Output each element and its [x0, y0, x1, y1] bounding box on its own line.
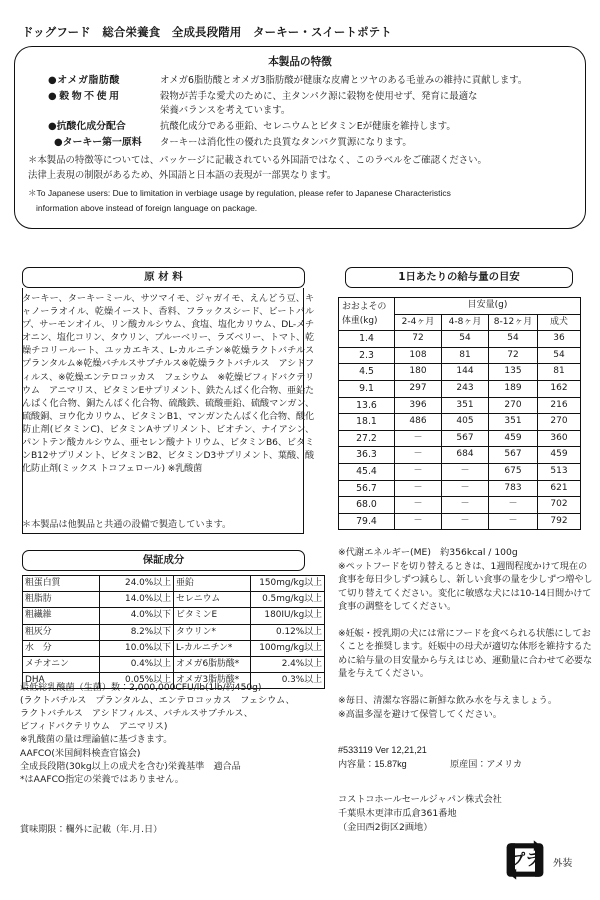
cell-amount: 0.3%以上	[251, 673, 325, 689]
feeding-col-8to12m: 8-12ヶ月	[489, 314, 538, 331]
ingredients-note: ＊本製品は他製品と共通の設備で製造しています。	[22, 520, 232, 530]
cell-value: －	[395, 513, 442, 530]
ingredients-heading: 原 材 料	[22, 267, 305, 288]
feeding-heading: 1日あたりの給与量の目安	[345, 267, 573, 288]
importer-company: コストコホールセールジャパン株式会社	[338, 794, 502, 805]
net-weight: 内容量：15.87kg	[338, 759, 407, 769]
table-row	[339, 497, 581, 514]
cell-value: 360	[538, 430, 581, 447]
cell-value: 54	[489, 331, 538, 348]
cell-amount: 10.0%以下	[100, 640, 174, 656]
cell-value: 351	[489, 414, 538, 431]
table-row	[339, 380, 581, 397]
cell-value: －	[442, 513, 489, 530]
cell-value: 189	[489, 380, 538, 397]
table-row	[339, 447, 581, 464]
transition-note: ※ペットフードを切り替えるときは、1週間程度かけて現在の食事を毎日少しずつ減らし、新しい食事の量を少しずつ増やして切り替えてください。変化に敏感な犬には10-14日間かけて食事の調整をしてください。	[338, 561, 593, 613]
cell-value: 513	[538, 463, 581, 480]
cell-value: 243	[442, 380, 489, 397]
cell-value: －	[442, 463, 489, 480]
feature-label: ●ターキー第一原料	[54, 137, 142, 148]
cell-value: －	[395, 447, 442, 464]
cell-value: 162	[538, 380, 581, 397]
feeding-col-4to8m: 4-8ヶ月	[442, 314, 489, 331]
cell-value: 81	[442, 347, 489, 364]
table-row	[339, 480, 581, 497]
cell-value: －	[489, 497, 538, 514]
cell-nutrient: オメガ6脂肪酸*	[174, 657, 251, 673]
cfu-line: 最低総乳酸菌（生菌）数：2,000,000CFU/lb(1lb/約450g)	[20, 683, 262, 693]
table-row	[339, 430, 581, 447]
feeding-amount-header: 目安量(g)	[395, 298, 581, 315]
cell-nutrient: 粗灰分	[23, 624, 100, 640]
cell-amount: 8.2%以下	[100, 624, 174, 640]
feature-label: ●オメガ脂肪酸	[48, 75, 120, 86]
aafco-line-3: *はAAFCO指定の栄養ではありません。	[20, 775, 184, 785]
feeding-table	[338, 297, 581, 530]
cell-value: 72	[489, 347, 538, 364]
pregnancy-note: ※妊娠・授乳期の犬には常にフードを食べられる状態にしておくことを推奨します。妊娠中の母犬が適切な体形を維持するために給与量の目安量から与えはじめ、運動量に合わせて必要な量を与えてください。	[338, 628, 593, 680]
table-row	[23, 608, 325, 624]
cell-weight: 56.7	[339, 480, 395, 497]
table-row	[23, 640, 325, 656]
table-row	[339, 513, 581, 530]
cell-weight: 1.4	[339, 331, 395, 348]
cell-value: 684	[442, 447, 489, 464]
note-english-2: information above instead of foreign language on package.	[36, 203, 258, 213]
importer-address-2: （金田西2街区2画地）	[338, 822, 433, 833]
feeding-table-body	[339, 331, 581, 530]
aafco-line-2: 全成長段階(30kg以上の成犬を含む)栄養基準 適合品	[20, 762, 241, 772]
cell-nutrient: DHA	[23, 673, 100, 689]
cell-value: 297	[395, 380, 442, 397]
cell-weight: 13.6	[339, 397, 395, 414]
feeding-col-2to4m: 2-4ヶ月	[395, 314, 442, 331]
energy-note: ※代謝エネルギー(ME) 約356kcal / 100g	[338, 547, 518, 558]
cell-amount: 180IU/kg以上	[251, 608, 325, 624]
feature-label: ●穀物不使用	[48, 91, 122, 102]
cell-nutrient: 粗脂肪	[23, 592, 100, 608]
note-japanese-2: 法律上表現の制限があるため、外国語と日本語の表現が一部異なります。	[28, 170, 337, 181]
cell-value: 81	[538, 364, 581, 381]
cell-weight: 45.4	[339, 463, 395, 480]
cell-value: 36	[538, 331, 581, 348]
cell-value: 405	[442, 414, 489, 431]
table-row	[23, 592, 325, 608]
page-title: ドッグフード 総合栄養食 全成長段階用 ターキー・スイートポテト	[22, 25, 392, 39]
cell-amount: 0.4%以上	[100, 657, 174, 673]
cell-value: －	[395, 430, 442, 447]
cell-amount: 4.0%以下	[100, 608, 174, 624]
cell-value: 135	[489, 364, 538, 381]
analysis-heading: 保証成分	[22, 550, 305, 571]
cell-value: 54	[538, 347, 581, 364]
cell-value: －	[395, 463, 442, 480]
feature-text: オメガ6脂肪酸とオメガ3脂肪酸が健康な皮膚とツヤのある毛並みの維持に貢献します。	[160, 75, 528, 86]
cell-weight: 9.1	[339, 380, 395, 397]
feature-grainfree	[48, 90, 477, 103]
note-english-1: ＊To Japanese users: Due to limitation in verbiage usage by regulation, please refer to Japanese Characteristics	[28, 188, 451, 198]
feature-text: ターキーは消化性の優れた良質なタンパク質源になります。	[160, 137, 412, 148]
cell-nutrient: セレニウム	[174, 592, 251, 608]
recycle-label: 外装	[553, 858, 573, 869]
cell-weight: 36.3	[339, 447, 395, 464]
cell-weight: 27.2	[339, 430, 395, 447]
cell-nutrient: 粗蛋白質	[23, 576, 100, 592]
cell-amount: 0.12%以上	[251, 624, 325, 640]
strains-line-2: ラクトバチルス アシドフィルス、バチルスサブチルス、	[20, 709, 253, 719]
cell-nutrient: メチオニン	[23, 657, 100, 673]
cell-value: 702	[538, 497, 581, 514]
theory-note: ※乳酸菌の量は理論値に基づきます。	[20, 735, 173, 745]
cell-value: 72	[395, 331, 442, 348]
cell-weight: 4.5	[339, 364, 395, 381]
cell-value: 270	[538, 414, 581, 431]
cell-value: 486	[395, 414, 442, 431]
water-note: ※毎日、清潔な容器に新鮮な飲み水を与えましょう。	[338, 695, 558, 706]
cell-amount: 100mg/kg以上	[251, 640, 325, 656]
storage-note: ※高温多湿を避けて保管してください。	[338, 709, 502, 720]
product-code: #533119 Ver 12,21,21	[338, 745, 427, 755]
cell-amount: 14.0%以上	[100, 592, 174, 608]
cell-value: 621	[538, 480, 581, 497]
table-row	[23, 657, 325, 673]
table-row	[23, 576, 325, 592]
feature-text: 抗酸化成分である亜鉛、セレニウムとビタミンEが健康を維持します。	[160, 121, 456, 132]
cell-nutrient: 水 分	[23, 640, 100, 656]
cell-value: 180	[395, 364, 442, 381]
cell-nutrient: ビタミンE	[174, 608, 251, 624]
table-row	[339, 414, 581, 431]
table-row	[23, 624, 325, 640]
note-japanese-1: ＊本製品の特徴等については、パッケージに記載されている外国語ではなく、このラベルをご確認ください。	[28, 155, 487, 166]
table-row	[339, 364, 581, 381]
cell-value: 351	[442, 397, 489, 414]
origin-country: 原産国：アメリカ	[450, 759, 523, 769]
cell-value: 675	[489, 463, 538, 480]
cell-weight: 68.0	[339, 497, 395, 514]
cell-amount: 0.05%以上	[100, 673, 174, 689]
cell-weight: 2.3	[339, 347, 395, 364]
cell-value: 54	[442, 331, 489, 348]
feature-turkey	[54, 136, 412, 149]
cell-value: 270	[489, 397, 538, 414]
features-heading: 本製品の特徴	[268, 56, 332, 68]
best-before-line: 賞味期限：欄外に記載（年.月.日）	[20, 825, 163, 835]
importer-address-1: 千葉県木更津市瓜倉361番地	[338, 808, 457, 819]
feature-grainfree-cont	[160, 104, 290, 117]
cell-value: 783	[489, 480, 538, 497]
cell-value: －	[395, 480, 442, 497]
analysis-table	[22, 575, 325, 689]
cell-nutrient: L-カルニチン*	[174, 640, 251, 656]
feeding-weight-header: おおよその 体重(kg)	[339, 298, 395, 331]
cell-value: 792	[538, 513, 581, 530]
plastic-recycle-icon	[505, 840, 545, 880]
feature-label: ●抗酸化成分配合	[48, 121, 126, 132]
cell-value: 567	[442, 430, 489, 447]
strains-line-1: (ラクトバチルス プランタルム、エンテロコッカス フェシウム、	[20, 696, 295, 706]
cell-amount: 24.0%以上	[100, 576, 174, 592]
cell-weight: 18.1	[339, 414, 395, 431]
cell-value: 396	[395, 397, 442, 414]
table-row	[339, 463, 581, 480]
cell-amount: 2.4%以上	[251, 657, 325, 673]
cell-value: 459	[538, 447, 581, 464]
table-row	[339, 397, 581, 414]
table-row	[339, 347, 581, 364]
ingredients-text: ターキー、ターキーミール、サツマイモ、ジャガイモ、えんどう豆、キャノーラオイル、乾燥イースト、香料、フラックスシード、ビートパルプ、サーモンオイル、リン酸カルシウム、食塩、塩化カリウム、DL-メチオニン、塩化コリン、タウリン、ブルーベリー、ラズベリー、トマト、乾燥チコリールート、ユッカエキス、L-カルニチン※乾燥ラクトバチルス プランタルム※乾燥バチルスサブチルス※乾燥ラクトバチルス アシドフィルス、※乾燥エンテロコッカス フェシウム ※乾燥ビフィドバクテリウム アニマリス、ビタミンEサプリメント、鉄たんぱく化合物、亜鉛たんぱく化合物、銅たんぱく化合物、硫酸鉄、硫酸亜鉛、硫酸マンガン、硫酸銅、ヨウ化カリウム、ビタミンB1、マンガンたんぱく化合物、酸化防止剤(ビタミンC)、ビタミンAサプリメント、ビオチン、ナイアシン、パントテン酸カルシウム、亜セレン酸ナトリウム、ビタミンB6、ビタミンB12サプリメント、ビタミンB2、ビタミンD3サプリメント、葉酸、酸化防止剤(ミックス トコフェロール) ※乳酸菌	[22, 294, 323, 475]
cell-nutrient: 粗繊維	[23, 608, 100, 624]
strains-line-3: ビフィドバクテリウム アニマリス)	[20, 722, 168, 732]
cell-value: 144	[442, 364, 489, 381]
cell-nutrient: 亜鉛	[174, 576, 251, 592]
cell-value: 108	[395, 347, 442, 364]
cell-value: －	[442, 497, 489, 514]
recycle-mark-text: プラ	[509, 850, 541, 869]
cell-value: －	[442, 480, 489, 497]
feature-omega	[48, 74, 527, 87]
cell-value: －	[395, 497, 442, 514]
cell-amount: 150mg/kg以上	[251, 576, 325, 592]
aafco-line-1: AAFCO(米国飼料検査官協会)	[20, 749, 141, 759]
feeding-col-adult: 成犬	[538, 314, 581, 331]
cell-nutrient: タウリン*	[174, 624, 251, 640]
cell-weight: 79.4	[339, 513, 395, 530]
feature-text: 穀物が苦手な愛犬のために、主タンパク源に穀物を使用せず、発育に最適な	[160, 91, 478, 102]
cell-value: －	[489, 513, 538, 530]
feature-text-line2: 栄養バランスを考えています。	[160, 105, 291, 116]
cell-value: 216	[538, 397, 581, 414]
cell-amount: 0.5mg/kg以上	[251, 592, 325, 608]
cell-value: 567	[489, 447, 538, 464]
cell-value: 459	[489, 430, 538, 447]
table-row	[339, 331, 581, 348]
feeding-header-row-1	[339, 298, 581, 315]
cell-nutrient: オメガ3脂肪酸*	[174, 673, 251, 689]
feature-antioxidant	[48, 120, 456, 133]
